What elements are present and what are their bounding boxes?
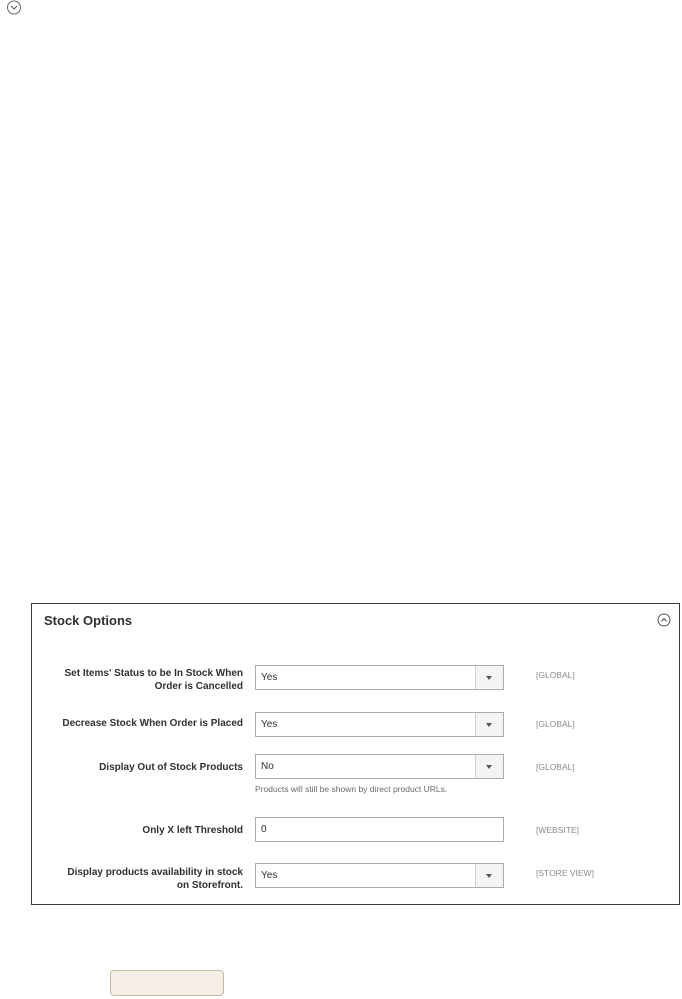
field-label-decrease-stock: Decrease Stock When Order is Placed	[62, 718, 243, 729]
stock-options-panel	[31, 603, 680, 905]
panel-title: Stock Options	[44, 613, 133, 628]
field-label-only-x-left: Only X left Threshold	[142, 825, 243, 836]
dropdown-arrow-icon	[475, 864, 503, 887]
scope-label: [WEBSITE]	[536, 825, 579, 835]
field-label-display-availability: Display products availability in stock on Storefront.	[67, 867, 243, 891]
collapse-chevron-icon[interactable]	[657, 613, 671, 627]
expand-chevron-icon[interactable]	[6, 0, 22, 16]
action-button[interactable]	[110, 970, 224, 996]
in-stock-when-cancelled-select[interactable]: Yes	[255, 665, 504, 690]
dropdown-arrow-icon	[475, 755, 503, 778]
only-x-left-threshold-input[interactable]: 0	[255, 817, 504, 842]
field-hint: Products will still be shown by direct product URLs.	[255, 784, 448, 794]
dropdown-arrow-icon	[475, 666, 503, 689]
dropdown-arrow-icon	[475, 713, 503, 736]
scope-label: [GLOBAL]	[536, 762, 575, 772]
field-label-display-out-of-stock: Display Out of Stock Products	[99, 762, 243, 773]
scope-label: [GLOBAL]	[536, 719, 575, 729]
display-out-of-stock-select[interactable]: No	[255, 754, 504, 779]
decrease-stock-select[interactable]: Yes	[255, 712, 504, 737]
display-availability-select[interactable]: Yes	[255, 863, 504, 888]
field-label-in-stock-when-cancelled: Set Items' Status to be In Stock When Order is Cancelled	[64, 668, 243, 692]
scope-label: [GLOBAL]	[536, 670, 575, 680]
scope-label: [STORE VIEW]	[536, 868, 594, 878]
